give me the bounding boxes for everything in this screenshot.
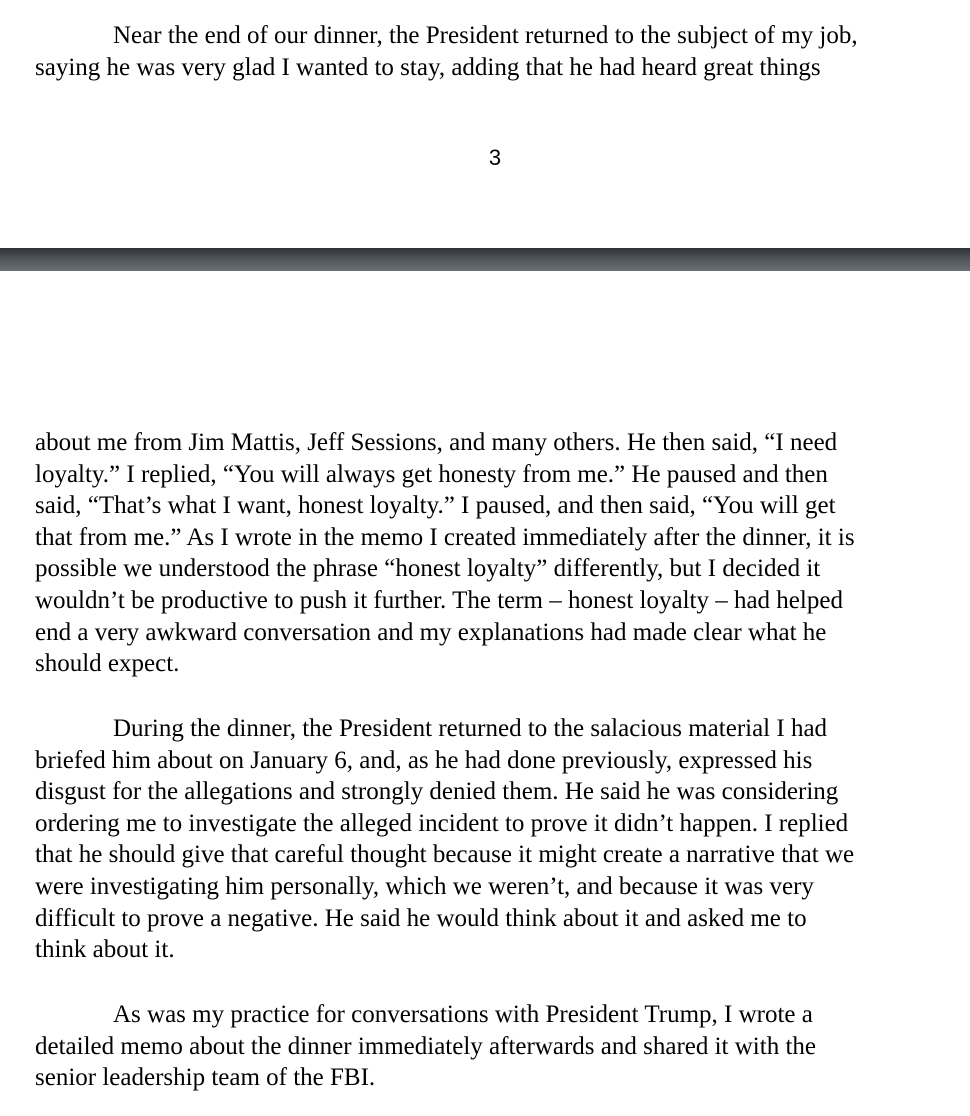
text-line: think about it. [35,936,175,964]
text-line: Near the end of our dinner, the President returned to the subject of my job, [113,22,858,49]
text-line: were investigating him personally, which we weren’t, and because it was very [35,872,814,900]
page-number: 3 [488,145,502,170]
text-line: ordering me to investigate the alleged incident to prove it didn’t happen. I replied [35,809,849,837]
text-line: possible we understood the phrase “honest loyalty” differently, but I decided it [35,555,821,583]
paragraph-memo-practice [35,999,970,1094]
text-line: senior leadership team of the FBI. [35,1064,376,1092]
text-line: that he should give that careful thought because it might create a narrative that we [35,841,855,869]
text-line: about me from Jim Mattis, Jeff Sessions, and many others. He then said, “I need [35,429,838,456]
text-line: difficult to prove a negative. He said he would think about it and asked me to [35,904,807,932]
document-page-bottom [0,271,970,1116]
text-line: should expect. [35,650,180,678]
text-line: end a very awkward conversation and my explanations had made clear what he [35,618,827,646]
paragraph-dinner-end [35,20,970,83]
text-line: that from me.” As I wrote in the memo I created immediately after the dinner, it is [35,523,855,551]
text-line: As was my practice for conversations with President Trump, I wrote a [113,1001,813,1028]
paragraph-loyalty [35,427,970,680]
text-line: loyalty.” I replied, “You will always get honesty from me.” He paused and then [35,460,828,488]
paragraph-salacious-material [35,713,970,966]
page-separator [0,248,970,271]
text-line: detailed memo about the dinner immediately afterwards and shared it with the [35,1032,816,1060]
text-line: said, “That’s what I want, honest loyalty.” I paused, and then said, “You will get [35,492,836,520]
text-line: briefed him about on January 6, and, as he had done previously, expressed his [35,746,813,774]
text-line: During the dinner, the President returned to the salacious material I had [113,715,828,742]
text-line: wouldn’t be productive to push it further. The term – honest loyalty – had helped [35,586,843,614]
text-line: saying he was very glad I wanted to stay, adding that he had heard great things [35,53,821,81]
text-line: disgust for the allegations and strongly denied them. He said he was considering [35,778,839,806]
document-page-top [0,0,970,248]
